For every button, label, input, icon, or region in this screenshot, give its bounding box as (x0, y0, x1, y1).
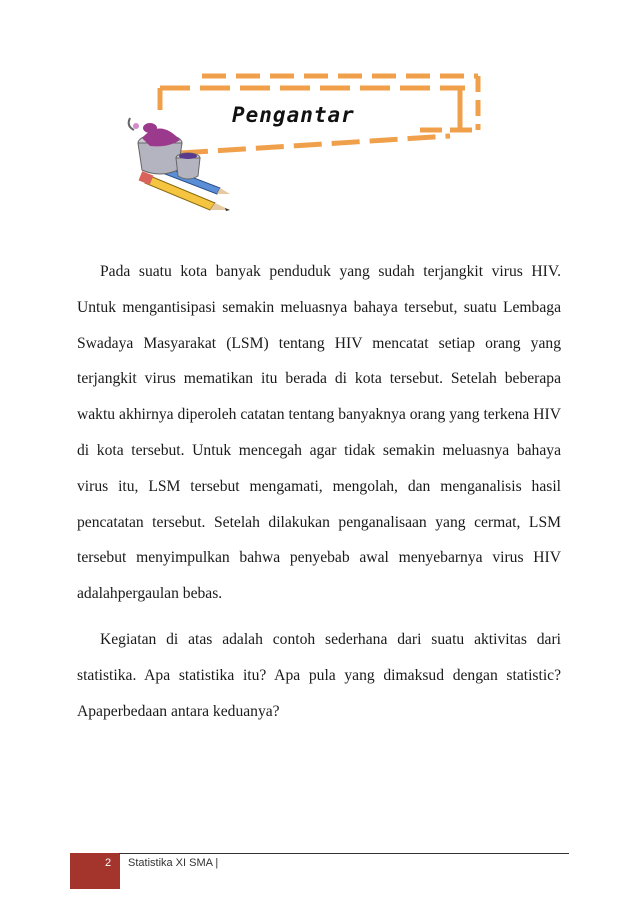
paragraph: Pada suatu kota banyak penduduk yang sudah terjangkit virus HIV. Untuk mengantisipasi semakin meluasnya bahaya tersebut, suatu Lembaga Swadaya Masyarakat (LSM) tentang HIV mencatat setiap orang yang terjangkit virus mematikan itu berada di kota tersebut. Setelah beberapa waktu akhirnya diperoleh catatan tentang banyaknya orang yang terkena HIV di kota tersebut. Untuk mencegah agar tidak semakin meluasnya bahaya virus itu, LSM tersebut mengamati, mengolah, dan menganalisis hasil pencatatan tersebut. Setelah dilakukan penganalisaan yang cermat, LSM tersebut menyimpulkan bahwa penyebab awal menyebarnya virus HIV adalahpergaulan bebas. (77, 263, 561, 603)
paragraph: Kegiatan di atas adalah contoh sederhana dari suatu aktivitas dari statistika. Apa statistika itu? Apa pula yang dimaksud dengan statistic? Apaperbedaan antara keduanya? (77, 630, 561, 720)
header-ornament (120, 58, 500, 218)
page-number-box (70, 853, 120, 889)
section-title: Pengantar (232, 103, 355, 127)
page-number: 2 (105, 857, 112, 869)
paint-can-icon (129, 118, 200, 179)
body-text (77, 254, 561, 729)
footer-book-title: Statistika XI SMA | (128, 857, 219, 869)
footer-divider (119, 853, 569, 854)
